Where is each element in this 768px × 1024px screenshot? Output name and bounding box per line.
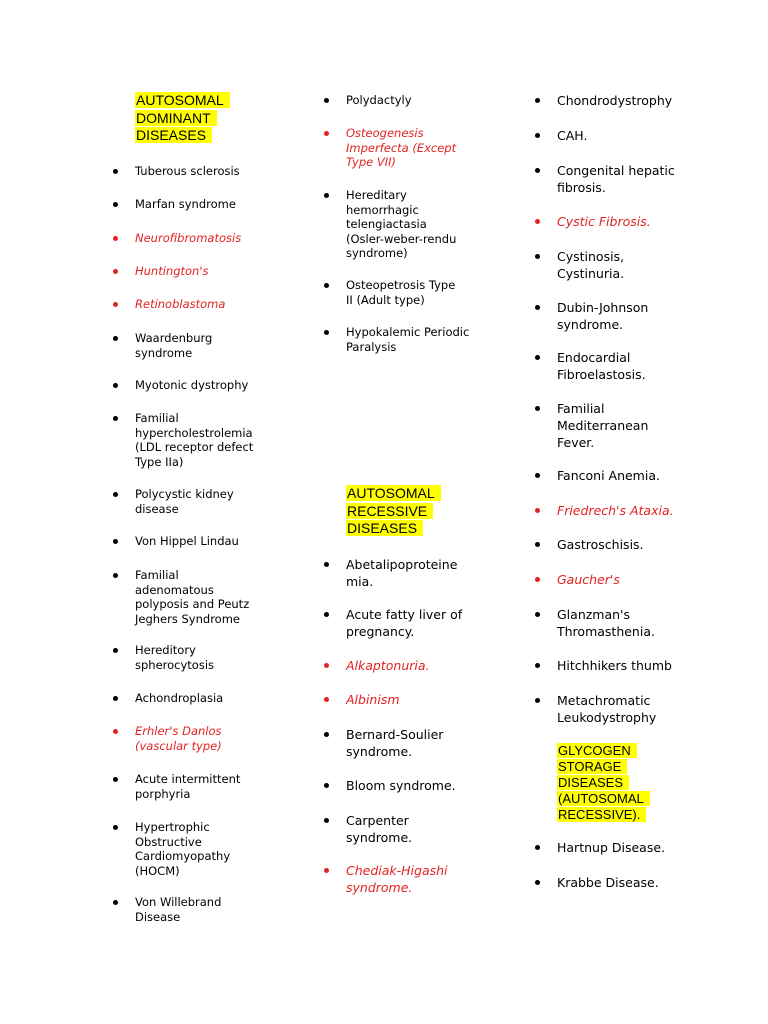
list-item: CAH. [557,127,697,144]
list-item: Tuberous sclerosis [135,164,285,179]
list-item: Hitchhikers thumb [557,657,697,674]
list-item: Osteogenesis Imperfecta (Except Type VII) [346,126,461,170]
list-item: Bernard-Soulier syndrome. [346,726,456,760]
list-item: Hypokalemic Periodic Paralysis [346,325,470,354]
list-item: Polycystic kidney disease [135,487,240,516]
list-item: Hereditary hemorrhagic telengiactasia (Osler-weber-rendu syndrome) [346,188,464,261]
list-item: Von Hippel Lindau [135,534,285,549]
list-item: Neurofibromatosis [135,231,285,246]
list-item: Gastroschisis. [557,536,697,553]
list-item: Familial adenomatous polyposis and Peutz Jeghers Syndrome [135,568,257,626]
list-item: Friedrech's Ataxia. [557,502,697,519]
list-item: Achondroplasia [135,691,285,706]
list-item: Endocardial Fibroelastosis. [557,349,657,383]
section-heading-autosomal-recessive: AUTOSOMAL RECESSIVE DISEASES [346,485,446,538]
list-item: Myotonic dystrophy [135,378,285,393]
list-item: Von Willebrand Disease [135,895,225,924]
list-item: Fanconi Anemia. [557,467,697,484]
list-item: Familial hypercholestrolemia (LDL receptor defect Type IIa) [135,411,261,469]
list-item: Congenital hepatic fibrosis. [557,162,682,196]
section-heading-autosomal-dominant: AUTOSOMAL DOMINANT DISEASES [135,92,235,145]
list-item: Hereditory spherocytosis [135,643,220,672]
list-item: Hartnup Disease. [557,839,697,856]
list-item: Chediak-Higashi syndrome. [346,862,461,896]
list-item: Hypertrophic Obstructive Cardiomyopathy (HOCM) [135,820,240,878]
list-item: Albinism [346,691,486,708]
list-item: Glanzman's Thromasthenia. [557,606,662,640]
list-item: Polydactyly [346,93,486,108]
list-item: Krabbe Disease. [557,874,697,891]
list-item: Gaucher's [557,571,697,588]
list-item: Metachromatic Leukodystrophy [557,692,667,726]
list-item: Alkaptonuria. [346,657,486,674]
list-item: Erhler's Danlos (vascular type) [135,724,230,753]
list-item: Acute fatty liver of pregnancy. [346,606,486,640]
list-item: Abetalipoproteine mia. [346,556,461,590]
list-item: Osteopetrosis Type II (Adult type) [346,278,464,307]
list-item: Waardenburg syndrome [135,331,220,360]
list-item: Carpenter syndrome. [346,812,431,846]
list-item: Cystic Fibrosis. [557,213,697,230]
section-heading-glycogen-storage: GLYCOGEN STORAGE DISEASES (AUTOSOMAL RECESSIVE). [557,743,652,823]
list-item: Bloom syndrome. [346,777,486,794]
list-item: Cystinosis, Cystinuria. [557,248,647,282]
list-item: Huntington's [135,264,285,279]
list-item: Familial Mediterranean Fever. [557,400,657,451]
list-item: Chondrodystrophy [557,92,697,109]
list-item: Retinoblastoma [135,297,285,312]
list-item: Acute intermittent porphyria [135,772,245,801]
list-item: Dubin-Johnson syndrome. [557,299,657,333]
list-item: Marfan syndrome [135,197,285,212]
